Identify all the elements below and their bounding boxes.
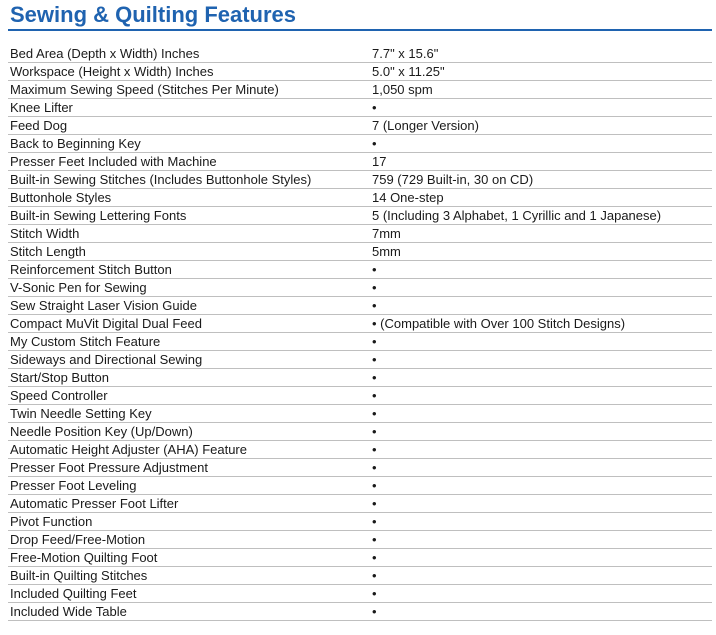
feature-name: Maximum Sewing Speed (Stitches Per Minute) [10,82,279,97]
feature-name: Feed Dog [10,118,68,133]
feature-value: • [372,532,377,547]
table-row [8,153,712,171]
table-row [8,603,712,621]
feature-name: Sideways and Directional Sewing [10,352,203,367]
feature-name: Stitch Length [10,244,86,259]
feature-name: Sew Straight Laser Vision Guide [10,298,197,313]
feature-name: Knee Lifter [10,100,73,115]
feature-name: Needle Position Key (Up/Down) [10,424,193,439]
feature-value: 5.0" x 11.25" [372,64,445,79]
feature-value: • [372,460,377,475]
table-row [8,207,712,225]
table-row [8,243,712,261]
table-row [8,387,712,405]
feature-name: Reinforcement Stitch Button [10,262,172,277]
table-row [8,117,712,135]
feature-name: Presser Feet Included with Machine [10,154,217,169]
feature-name: Automatic Height Adjuster (AHA) Feature [10,442,247,457]
feature-name: Speed Controller [10,388,108,403]
feature-value: 1,050 spm [372,82,433,97]
table-row [8,81,712,99]
feature-value: • [372,550,377,565]
feature-value: • [372,334,377,349]
feature-value: • [372,298,377,313]
feature-name: Automatic Presser Foot Lifter [10,496,179,511]
feature-value: • [372,280,377,295]
table-row [8,351,712,369]
feature-value: 17 [372,154,387,169]
feature-value: • [372,424,377,439]
table-row [8,585,712,603]
feature-name: Stitch Width [10,226,80,241]
feature-name: Presser Foot Leveling [10,478,137,493]
table-row [8,405,712,423]
feature-name: Workspace (Height x Width) Inches [10,64,214,79]
title-divider [8,29,712,31]
table-row [8,459,712,477]
table-row [8,567,712,585]
feature-value: • [372,604,377,619]
feature-name: Built-in Sewing Stitches (Includes Buttonhole Styles) [10,172,312,187]
feature-value: • [372,478,377,493]
feature-name: Pivot Function [10,514,93,529]
table-row [8,495,712,513]
table-row [8,189,712,207]
feature-name: Built-in Quilting Stitches [10,568,148,583]
feature-value: 7.7" x 15.6" [372,46,439,61]
table-row [8,531,712,549]
feature-name: V-Sonic Pen for Sewing [10,280,147,295]
feature-value: • [372,442,377,457]
table-row [8,441,712,459]
feature-value: • [372,496,377,511]
feature-name: Start/Stop Button [10,370,110,385]
feature-value: 14 One-step [372,190,444,205]
feature-value: • [372,586,377,601]
feature-value: 759 (729 Built-in, 30 on CD) [372,172,534,187]
feature-value: 7 (Longer Version) [372,118,479,133]
feature-value: • [372,406,377,421]
feature-value: • [372,568,377,583]
table-row [8,171,712,189]
feature-name: Twin Needle Setting Key [10,406,152,421]
feature-value: • [372,514,377,529]
feature-value: • (Compatible with Over 100 Stitch Designs) [372,316,626,331]
table-row [8,63,712,81]
feature-name: Presser Foot Pressure Adjustment [10,460,208,475]
feature-name: Built-in Sewing Lettering Fonts [10,208,187,223]
table-row [8,477,712,495]
feature-value: • [372,352,377,367]
table-row [8,369,712,387]
table-row [8,315,712,333]
feature-name: My Custom Stitch Feature [10,334,161,349]
table-row [8,225,712,243]
feature-name: Included Quilting Feet [10,586,137,601]
table-row [8,549,712,567]
feature-name: Compact MuVit Digital Dual Feed [10,316,202,331]
feature-name: Back to Beginning Key [10,136,141,151]
table-row [8,135,712,153]
feature-name: Free-Motion Quilting Foot [10,550,158,565]
feature-value: • [372,100,377,115]
feature-name: Buttonhole Styles [10,190,112,205]
feature-value: 5mm [372,244,401,259]
table-row [8,45,712,63]
features-table [8,45,712,621]
table-row [8,279,712,297]
table-row [8,513,712,531]
feature-value: • [372,388,377,403]
feature-value: • [372,136,377,151]
table-row [8,261,712,279]
table-row [8,423,712,441]
table-row [8,99,712,117]
feature-value: • [372,262,377,277]
feature-name: Bed Area (Depth x Width) Inches [10,46,200,61]
table-row [8,297,712,315]
feature-name: Drop Feed/Free-Motion [10,532,146,547]
feature-value: 7mm [372,226,401,241]
feature-name: Included Wide Table [10,604,127,619]
page-title: Sewing & Quilting Features [10,2,297,27]
feature-value: 5 (Including 3 Alphabet, 1 Cyrillic and 1 Japanese) [372,208,662,223]
table-row [8,333,712,351]
feature-value: • [372,370,377,385]
